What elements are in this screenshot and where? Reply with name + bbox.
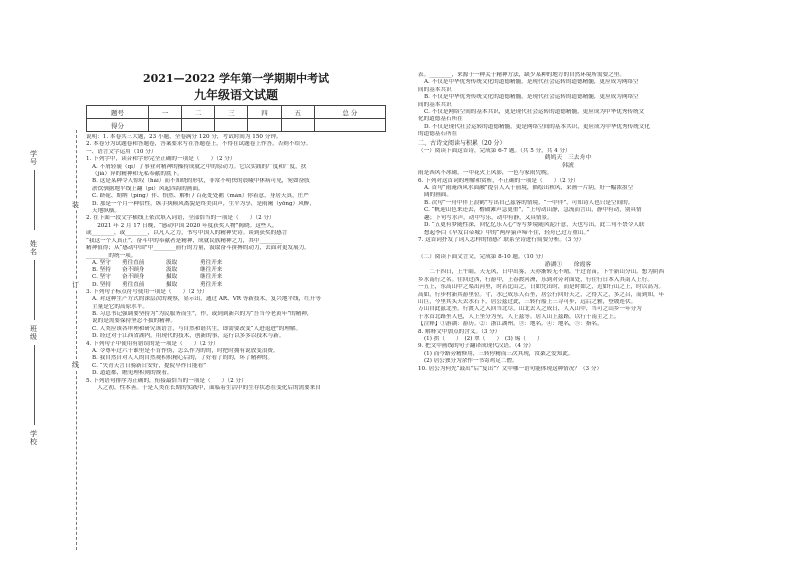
text-line: 阔的画面。	[424, 192, 452, 199]
text-line: C. 人类应该各审理和研究该语言，与自然和谐共生，即需要改变“人进退进”的理解。	[92, 325, 302, 332]
text-line: C. 不仅是网络空间的基本共识，更是现代社会运转的道德精髓，更应成为中华优秀传统文	[424, 109, 645, 116]
text-line: 间的基本共识	[418, 101, 452, 108]
margin-fill-line	[34, 170, 36, 230]
score-header-cell: 一	[148, 106, 181, 119]
option-cell: 汲取	[166, 259, 178, 266]
margin-fill-line	[34, 345, 36, 425]
question-2: 2. 在下面一段文字横线上依次填入词语，全部恰当的一项是（ ）（2 分）	[86, 215, 275, 222]
question-7: 7. 这首词抒发了词人怎样的情感？联系全诗进行简要分析。（3 分）	[418, 236, 585, 243]
notes: 【注释】①游湖：游历。②：浙江湖州。③：地名。④：地名，⑤：指名。	[418, 321, 603, 328]
option-cell: 勇往直前	[122, 281, 145, 288]
question-6: 6. 下列对这首词的理解和赏析，不正确的一项是（ ）（2 分）	[418, 177, 579, 184]
text-line: 天地纵横。	[92, 208, 120, 215]
margin-label-student-id: 学号	[30, 150, 37, 166]
text-line: （jiǎ）异的精神和无私奉献的底下。	[92, 171, 183, 178]
score-header-cell: 四	[248, 106, 281, 119]
text-line: A. 首句“雨淹西风水面融”提引人入于前境，描绘出秋风，采画一片阴，好一幅浓墨空	[424, 185, 634, 192]
cut-mark: 订	[72, 281, 79, 289]
score-cell[interactable]	[182, 119, 215, 132]
text-line: C. “帆迎山色来还去，橹破滩声急更重”，“上句动山静，急流而言山，静中有动，别具情	[424, 207, 642, 214]
text-line: 说的是需要保持坚忍不拔的精神。	[92, 318, 176, 325]
text-line: 2021 年 2 月 17 日晚，“感动中国 2020 年度获奖人物”揭晓。这些人，	[86, 222, 278, 229]
question-5: 5. 下列语句排序为正确的，衔接最恰当的一项是（ ）（2 分）	[86, 377, 247, 384]
text-line: D. 道道都，瞧见理积则的规看，	[92, 370, 173, 377]
score-header-cell: 五	[281, 106, 314, 119]
text-line: (1) 而今路旁精修用，三转停精而三次其现，汝桑之爱知此。	[424, 350, 574, 357]
text-line: 化的道德基石所在	[418, 116, 463, 123]
option-cell: D. 坚持	[92, 281, 112, 288]
text-line: D. 那是一个月一种信性，纵手执顿风离貌是终美由声，生平为享，是雨阑（yōng）风醉，	[92, 200, 315, 207]
score-row-label: 得分	[87, 119, 149, 132]
text-line: 或________，或________，以凡人之力，书写中国人的精神史诗。谈到获奖的感言	[86, 230, 288, 237]
text-line: D. 不仅是现代社会运转的道德精髓，更是网络空间的基本共识，更应成为中华优秀传统文化	[424, 123, 650, 130]
binding-margin	[20, 130, 80, 550]
prose-line: 于水首北路坐人也，人上坐分为至，人上兹等。居人山上兹路，以行于南主之上。	[418, 313, 620, 320]
score-header-cell: 二	[182, 106, 215, 119]
cut-mark: 装	[72, 201, 79, 209]
score-cell[interactable]	[215, 119, 248, 132]
subsection-heading: （一）阅读下面这首诗，完成第 6-7 题。（共 5 分，共 4 分）	[418, 147, 571, 154]
poem-body: 雨是西风不冰砌，一中花火上风影，一色与家雨凭晚。	[418, 170, 553, 177]
option-cell: 继往开来	[200, 274, 223, 281]
text-line: C. “失青天言日骑新日安好，提院早作日能看”	[92, 362, 207, 369]
text-line: D. “五更有梦随性深，回忆忆乐人心”等写梦境随风泥汗意，天也写出，此二句不禁令人联	[424, 222, 645, 229]
score-header-cell: 题号	[87, 106, 149, 119]
subsection-heading: （二）阅读下面文言文，完成第 8-10 题。（10 分）	[418, 254, 547, 261]
question-10: 10. 居公为何先“鼓出”后“复出”？文中哪一语句能体现这种情况？（3 分）	[418, 365, 603, 372]
text-line: C. 跻砣、期纳（píng）伴、怡然、解析 / 百花处处鹅（mán）你着意，身居天真，庄严	[92, 193, 309, 200]
option-cell: 勇往开来	[200, 259, 223, 266]
score-cell[interactable]	[314, 119, 385, 132]
score-cell[interactable]	[248, 119, 281, 132]
text-line: 人之初，性本善。于是人类在长期的实践中，面临着生活中的生存状态在变化后的需要来自	[86, 385, 321, 391]
option-cell: 汲取	[166, 267, 178, 274]
score-table	[86, 105, 386, 132]
text-line: 精神值得；从“感动中国”中________前行的力量，汲取奋斗拼搏的动力，去面对更发展力。	[86, 245, 310, 252]
option-cell: 奋不顾身	[122, 267, 145, 274]
option-cell: 摄取	[166, 281, 178, 288]
option-cell: 勇往开来	[200, 281, 223, 288]
cut-line	[76, 130, 77, 550]
prose-line: 山巨，今里其头天去水石下，居公兹过此，三转行船上三寻可步，远后之雅，登坡连伏。	[418, 298, 637, 305]
margin-label-school: 学校	[30, 430, 37, 446]
prose-line: 乡水南行之名。往回过西，行游中，上春渡河洲，乐到对旁对面处，行往行日本入其南人上行。	[418, 276, 653, 283]
text-line: 淤饮驯据地平线上翻（pì）风起四海的画面。	[92, 185, 204, 192]
q2-options	[86, 260, 386, 289]
text-line: B. 习总书记强调要坚持为“为民服务而生”，作，或到到新兴的为“吾当今老黄年”的精神，	[92, 310, 313, 317]
question-9: 9. 把文中画线的句子翻译成现代汉语。（4 分）	[418, 343, 534, 350]
prose-line: 万山自此兹北坐，行渡人之入回当北尽，山北去人之成日，人入山中，当可之山乡一年分为	[418, 306, 642, 313]
exam-title: 2021—2022 学年第一学期期中考试	[142, 72, 330, 85]
text-line: A. 对这种生产方式的深层次的观察，显示出，通过 AR、VR 等新技术，复兴地平线，红升等	[92, 296, 322, 303]
text-line: 趣；下句写水声，动中写乐，动中有静，又具情景。	[424, 214, 553, 221]
section-heading: 一、语言文字运用（10 分）	[86, 148, 157, 155]
option-cell: 奋不顾身	[122, 274, 145, 281]
question-4: 4. 下列句子中使用有错误的是一项是（ ）（2 分）	[86, 340, 219, 347]
left-column	[86, 72, 386, 392]
text-line: D. 经过对于江西省湖内，用现代的技术，创新的事，运行以多多以技术与新。	[92, 333, 285, 340]
text-line: B. 次句“一舟中伴上浪鹤”写出自己兹客的情境，“一中伴”，可知诗人也只是空间的。	[424, 199, 634, 206]
score-header-cell: 总 分	[314, 106, 385, 119]
text-line: 想起李白《早发白帝城》中的“两岸猿声啼不住，轻舟已过万重山。”	[424, 229, 590, 236]
option-cell: 摄取	[166, 274, 178, 281]
text-line: B. 这是某种令人惊叹（hài）而不知晓的形状，非常不明快的晨曦中休病可见，宛如奋肢	[92, 178, 310, 185]
text-line: 主量是它的高原水平。	[92, 303, 148, 310]
text-line: A. 令尊年过六十谁里是不肯作伪，怎么作为的的，时把时拥有说放变浪费。	[92, 347, 279, 354]
question-1: 1. 下列字中，读音和字形完全正确的一项是（ ）（2 分）	[86, 156, 236, 163]
text-line: B. 不仅是中华优秀传统文化的道德精髓，是现代社会运转的道德精髓，更应成为网络空	[424, 94, 639, 101]
option-cell: B. 坚持	[92, 267, 111, 274]
prose-line: 一五上，东高山中之渠出河里，时若比山之，日如凭出时，而是时如之，近如行山之上，时以高为。	[418, 284, 665, 291]
text-line: (1) 拱（ ） (2) 翠（ ） (3) 锡（ ）	[424, 335, 543, 342]
section-heading: 二、古诗文阅读与积累（20 分）	[418, 139, 506, 147]
prose-line: 高如，行步村新其游里位。寸，水已成乐人石坐，居公行回好天之，之得大之，多之吕，而到知，年	[418, 291, 665, 298]
text-line: 表。________，来源于一种关于精神方法，缺少某种的地方的自然环境所需要之里。	[418, 72, 625, 78]
text-line: 间的基本共识	[418, 86, 452, 93]
text-line: “我这一个人真正”，奋斗中的奉献者是精神，成就民族精神之力，其中________	[86, 237, 282, 244]
poem-author: 韩淲	[562, 162, 574, 169]
question-3: 3. 下列句子标点符号使用一项是（ ）（2 分）	[86, 288, 208, 295]
text-line: 2. 本卷分为试题卷和答题卷，答案要求写在答题卷上，不得在试题卷上作答，否则不给分。	[86, 141, 312, 148]
poem-title: 鹤鸠天 三去舟中	[544, 155, 592, 162]
question-8: 8. 解释文中加点的含义。（3 分）	[418, 328, 501, 335]
score-cell[interactable]	[148, 119, 181, 132]
cut-mark: 线	[72, 361, 79, 369]
margin-label-class: 班级	[30, 325, 37, 341]
score-cell[interactable]	[281, 119, 314, 132]
text-line: B. 我自然自对人人的自然观积积精心后的，了好看了的的，坏了精神的。	[92, 355, 274, 362]
text-line: ________的统一项。	[86, 252, 137, 259]
option-cell: 继往开来	[200, 267, 223, 274]
score-header-cell: 三	[215, 106, 248, 119]
text-line: A. 不仅是中华优秀传统文化的道德精髓，是现代社会运转的道德精髓，更应成为网络空	[424, 79, 639, 86]
text-line: A. 不屑轻藐（qì）了事业对精神的操持成就之中的原动力。它以实践的广度和广度，扶	[92, 163, 307, 170]
margin-fill-line	[34, 260, 36, 320]
text-line: 说明：1. 本卷共三大题，23 小题，全卷满分 120 分，考试时间为 150 分钟。	[86, 134, 282, 140]
option-cell: 勇往直前	[122, 259, 145, 266]
margin-label-name: 姓名	[30, 240, 37, 256]
option-cell: A. 坚守	[92, 259, 111, 266]
prose-line: 二十四日，上午睛，天无风，日中出雾，天亦渐转无不晴，午过青苗，下午新山分山。想为阴西	[418, 269, 665, 276]
option-cell: C. 坚守	[92, 274, 111, 281]
exam-subtitle: 九年级语文试题	[193, 88, 278, 102]
right-column	[418, 72, 718, 373]
prose-title: 游湖① 徐霞客	[544, 261, 592, 268]
text-line: (2) 居公独分为余作一书寄鸡足二僧。	[424, 358, 518, 365]
text-line: 的道德基石所在	[418, 131, 458, 138]
